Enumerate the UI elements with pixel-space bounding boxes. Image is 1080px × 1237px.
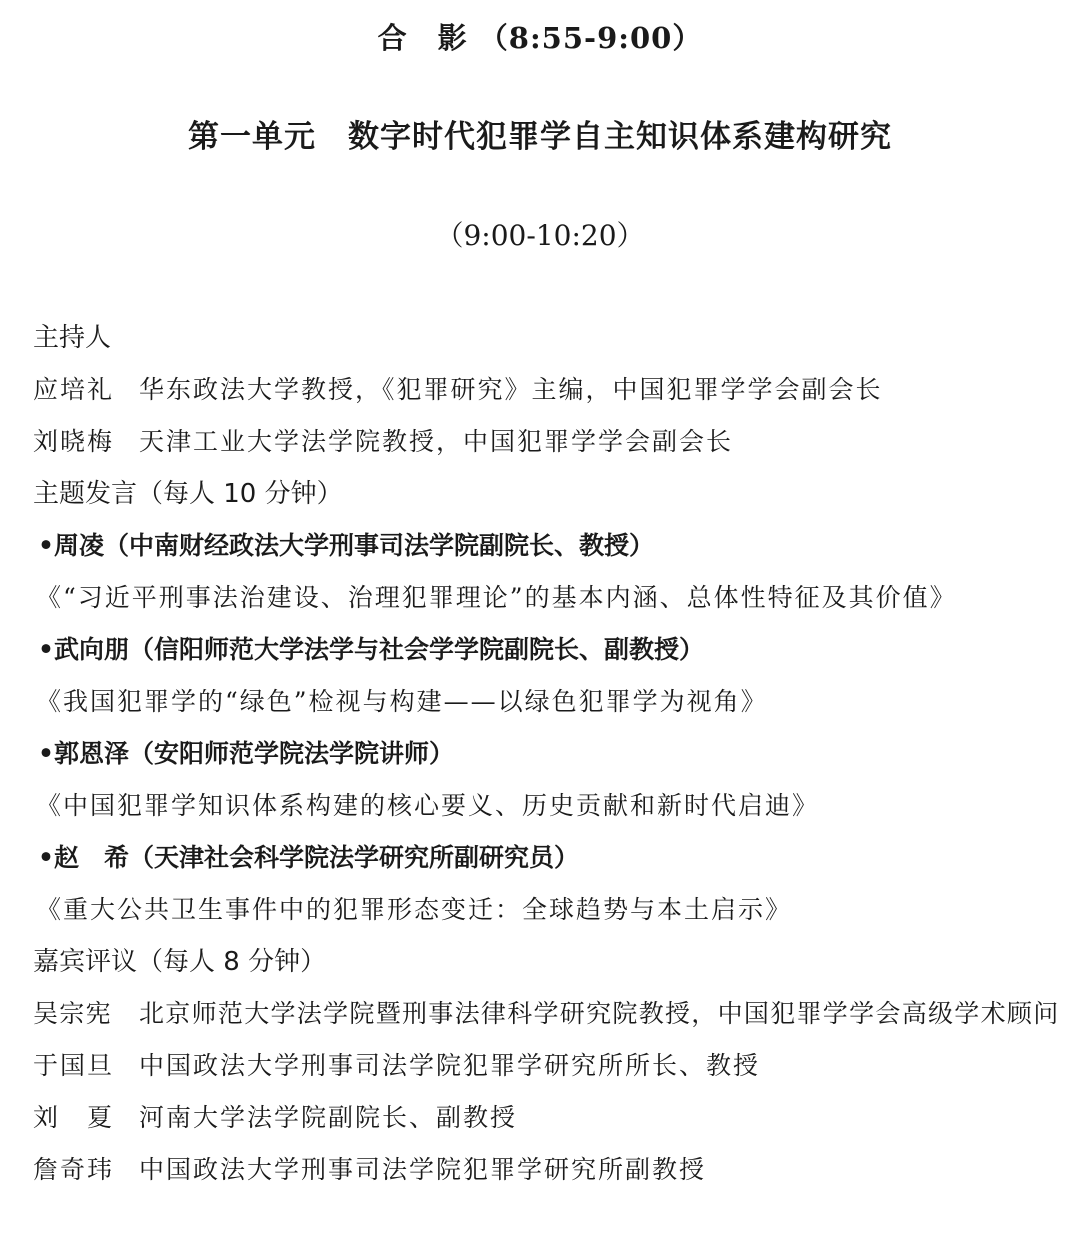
host-name: 应培礼 (33, 375, 115, 404)
keynote-paper-title: 《中国犯罪学知识体系构建的核心要义、历史贡献和新时代启迪》 (36, 791, 820, 820)
unit-time: （9:00-10:20） (435, 219, 645, 252)
keynotes-heading: 主题发言（每人 10 分钟） (33, 479, 343, 509)
commentator-row (33, 1053, 760, 1078)
commentator-role: 中国政法大学刑事司法学院犯罪学研究所所长、教授 (139, 1051, 761, 1080)
host-row (33, 429, 733, 454)
commentator-row (33, 1157, 706, 1182)
commentator-name: 詹奇玮 (33, 1155, 115, 1184)
keynote-paper-title: 《“习近平刑事法治建设、治理犯罪理论”的基本内涵、总体性特征及其价值》 (36, 583, 957, 612)
keynote-speaker: •武向朋（信阳师范大学法学与社会学学院副院长、副教授） (38, 635, 704, 664)
commentator-name: 吴宗宪 (33, 999, 112, 1028)
photo-label: 合 影 (377, 21, 468, 55)
keynote-speaker: •赵 希（天津社会科学院法学研究所副研究员） (38, 843, 579, 872)
host-role: 天津工业大学法学院教授，中国犯罪学学会副会长 (139, 427, 734, 456)
hosts-heading: 主持人 (33, 323, 112, 353)
host-role: 华东政法大学教授，《犯罪研究》主编，中国犯罪学学会副会长 (139, 375, 883, 404)
commentator-row (33, 1001, 1060, 1026)
host-name: 刘晓梅 (33, 427, 115, 456)
commentator-row (33, 1105, 517, 1130)
commentary-heading: 嘉宾评议（每人 8 分钟） (33, 947, 327, 977)
photo-session-title (0, 21, 1080, 55)
commentator-name: 刘 夏 (33, 1103, 115, 1132)
keynote-speaker: •周凌（中南财经政法大学刑事司法学院副院长、教授） (38, 531, 654, 560)
commentator-role: 北京师范大学法学院暨刑事法律科学研究院教授，中国犯罪学学会高级学术顾问 (139, 999, 1060, 1028)
unit-title: 第一单元 数字时代犯罪学自主知识体系建构研究 (188, 119, 892, 155)
keynote-paper-title: 《重大公共卫生事件中的犯罪形态变迁：全球趋势与本土启示》 (36, 895, 793, 924)
keynote-speaker: •郭恩泽（安阳师范学院法学院讲师） (38, 739, 454, 768)
commentator-role: 中国政法大学刑事司法学院犯罪学研究所副教授 (139, 1155, 707, 1184)
commentator-role: 河南大学法学院副院长、副教授 (139, 1103, 518, 1132)
keynote-paper-title: 《我国犯罪学的“绿色”检视与构建——以绿色犯罪学为视角》 (36, 687, 768, 716)
commentator-name: 于国旦 (33, 1051, 115, 1080)
host-row (33, 377, 883, 402)
photo-time: （8:55-9:00） (478, 21, 703, 55)
